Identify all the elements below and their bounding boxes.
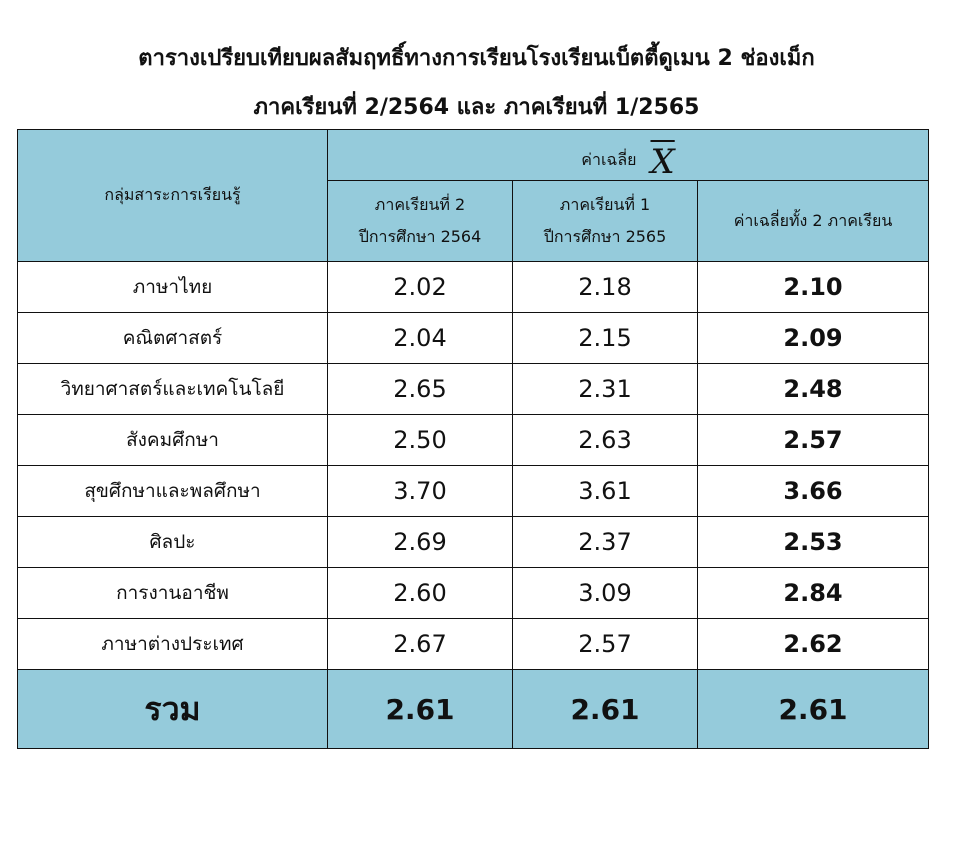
- term-2-value: 3.61: [513, 466, 698, 517]
- table-row: [18, 415, 929, 466]
- header-subject-group-label: กลุ่มสาระการเรียนรู้: [104, 185, 241, 204]
- total-row: [18, 670, 929, 749]
- term-2-value: 2.37: [513, 517, 698, 568]
- term-2-value: 2.15: [513, 313, 698, 364]
- total-label: รวม: [18, 670, 328, 749]
- header-overall-average-label: ค่าเฉลี่ยทั้ง 2 ภาคเรียน: [733, 211, 893, 230]
- subject-cell: ศิลปะ: [18, 517, 328, 568]
- term-1-value: 2.65: [328, 364, 513, 415]
- total-average-value: 2.61: [698, 670, 929, 749]
- table-row: [18, 313, 929, 364]
- term-2-value: 2.31: [513, 364, 698, 415]
- average-value: 2.53: [698, 517, 929, 568]
- term-1-value: 2.69: [328, 517, 513, 568]
- term-1-value: 2.60: [328, 568, 513, 619]
- term-2-value: 3.09: [513, 568, 698, 619]
- table-row: [18, 517, 929, 568]
- grades-comparison-table: [17, 129, 929, 749]
- term-1-value: 2.67: [328, 619, 513, 670]
- term-1-value: 2.04: [328, 313, 513, 364]
- average-value: 2.62: [698, 619, 929, 670]
- table-row: [18, 568, 929, 619]
- table-row: [18, 262, 929, 313]
- term-1-value: 2.50: [328, 415, 513, 466]
- header-term-1-year: ปีการศึกษา 2564: [358, 227, 482, 246]
- header-term-1-semester: ภาคเรียนที่ 2: [374, 195, 466, 214]
- header-term-1: [328, 181, 513, 262]
- header-term-2-year: ปีการศึกษา 2565: [543, 227, 667, 246]
- total-term-2-value: 2.61: [513, 670, 698, 749]
- page-title: ตารางเปรียบเทียบผลสัมฤทธิ์ทางการเรียนโรงเรียนเบ็ตตี้ดูเมน 2 ช่องเม็ก: [138, 46, 815, 71]
- average-value: 2.48: [698, 364, 929, 415]
- average-value: 2.57: [698, 415, 929, 466]
- subject-cell: วิทยาศาสตร์และเทคโนโลยี: [18, 364, 328, 415]
- header-mean: [328, 130, 929, 181]
- average-value: 2.84: [698, 568, 929, 619]
- term-2-value: 2.57: [513, 619, 698, 670]
- term-1-value: 3.70: [328, 466, 513, 517]
- term-1-value: 2.02: [328, 262, 513, 313]
- subject-cell: ภาษาไทย: [18, 262, 328, 313]
- table-row: [18, 466, 929, 517]
- header-term-2-semester: ภาคเรียนที่ 1: [559, 195, 651, 214]
- term-2-value: 2.18: [513, 262, 698, 313]
- average-value: 2.09: [698, 313, 929, 364]
- header-overall-average: [698, 181, 929, 262]
- table-row: [18, 364, 929, 415]
- header-term-2: [513, 181, 698, 262]
- table-row: [18, 619, 929, 670]
- page-subtitle: ภาคเรียนที่ 2/2564 และ ภาคเรียนที่ 1/2565: [253, 95, 700, 120]
- subject-cell: คณิตศาสตร์: [18, 313, 328, 364]
- term-2-value: 2.63: [513, 415, 698, 466]
- average-value: 2.10: [698, 262, 929, 313]
- subject-cell: ภาษาต่างประเทศ: [18, 619, 328, 670]
- subject-cell: สังคมศึกษา: [18, 415, 328, 466]
- mean-symbol: $\overline{X}$: [650, 142, 675, 181]
- average-value: 3.66: [698, 466, 929, 517]
- header-mean-label: ค่าเฉลี่ย: [581, 150, 637, 169]
- subject-cell: สุขศึกษาและพลศึกษา: [18, 466, 328, 517]
- header-subject-group: [18, 130, 328, 262]
- total-term-1-value: 2.61: [328, 670, 513, 749]
- subject-cell: การงานอาชีพ: [18, 568, 328, 619]
